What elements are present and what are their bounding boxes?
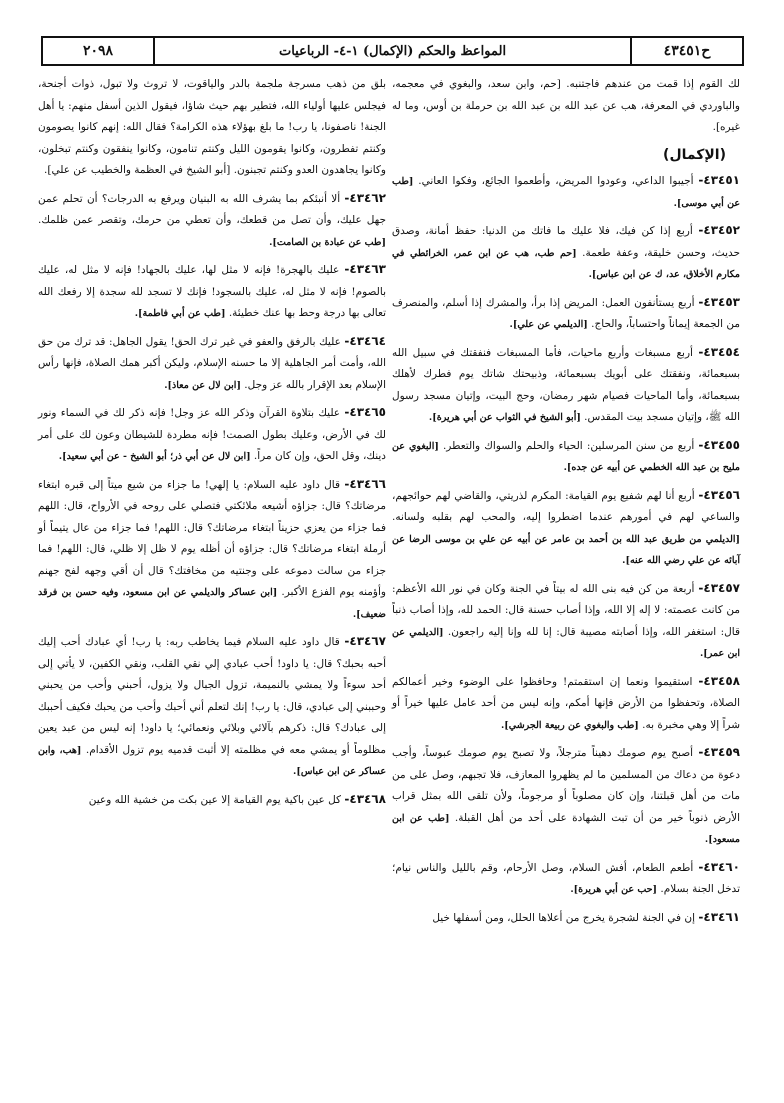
- hadith-text: عليك بالهجرة! فإنه لا مثل لها، عليك بالجهاد! فإنه لا مثل له، عليك بالصوم! فإنه لا مثل له، عليك بالسجود! فإنك لا تسجد لله سجدة إلا رفعك الله تعالى بها درجة وحط بها عنك خطيئة.: [38, 264, 386, 319]
- hadith-text: أجيبوا الداعي، وعودوا المريض، وأطعموا الجائع، وفكوا العاني.: [413, 175, 699, 187]
- hadith-number: ٤٣٤٦٧-: [344, 634, 386, 648]
- hadith-text: عليك بتلاوة القرآن وذكر الله عز وجل! فإنه ذكر لك في السماء ونور لك في الأرض، وعليك بطول الصمت! فإنه مطردة للشيطان وعون لك على أمر دينك، وقل الحق، وإن كان مراً.: [38, 407, 386, 462]
- hadith-number: ٤٣٤٦١-: [698, 909, 740, 924]
- hadith-entry: [392, 435, 740, 479]
- hadith-number: ٤٣٤٦٣-: [344, 262, 386, 276]
- section-title: (الإكمال): [663, 146, 726, 163]
- hadith-entry: [38, 631, 386, 783]
- hadith-number: ٤٣٤٦٢-: [344, 190, 386, 205]
- hadith-text: قال داود عليه السلام: يا إلهي! ما جزاء من شيع ميتاً إلى قبره ابتغاء مرضاتك؟ قال: جزاؤه أشيعه ملائكتي فتصلي على روحه في الأرواح، قال: اللهم فما جزاء من يعزي حزيناً ابتغاء مرضاتك؟ قال: اللهم! فما جزاء من عال يتيماً أو أرملة ابتغاء مرضاتك؟ قال: جزاؤه أن أظله يوم لا ظل إلا ظلي، قال: اللهم! فما جزاء من سالت دموعه على وجنتيه من مخافتك؟ قال أن أقي وجهه لفح جهنم وأؤمنه يوم الفزع الأكبر.: [38, 478, 386, 598]
- hadith-entry: [38, 474, 386, 626]
- hadith-number: ٤٣٤٥٧-: [698, 580, 740, 595]
- running-title: المواعظ والحكم (الإكمال) ١-٤- الرباعيات: [278, 43, 507, 59]
- hadith-entry: [392, 907, 740, 930]
- hadith-source: [طب عن أبي موسى].: [392, 176, 740, 209]
- hadith-text: أربعة من كن فيه بنى الله له بيتاً في الجنة وكان في نور الله الأعظم: من كانت عصمته: لا إله إلا الله، وإذا أصاب حسنة قال: الحمد لله، وإذا أصاب ذنباً قال: استغفر الله، وإذا أصابته مصيبة قال: إنا لله وإنا إليه راجعون.: [392, 582, 740, 638]
- hadith-text: ألا أنبئكم بما يشرف الله به البنيان ويرفع به الدرجات؟ أن تحلم عمن جهل عليك، وأن تصل من قطعك، وأن تعطي من حرمك، وتقصر عمن ظلمك.: [38, 192, 386, 226]
- right-column: [392, 74, 740, 935]
- continued-text: لك القوم إذا قمت من عندهم فاجتنبه. [حم، وابن سعد، والبغوي في معجمه، والباوردي في المعرفة، هب عن عبد الله بن عبد الله بن حرملة بن أوس، وما له غيره].: [392, 78, 740, 133]
- page-header: [41, 36, 744, 66]
- hadith-entry: [392, 578, 740, 665]
- hadith-source: [الديلمي من طريق عبد الله بن أحمد بن عامر عن أبيه عن علي بن موسى الرضا عن آبائه عن علي رضي الله عنه].: [392, 533, 740, 566]
- hadith-text: أربع يستأنفون العمل: المريض إذا برأ، والمشرك إذا أسلم، والمنصرف من الجمعة إيماناً واحتساباً، والحاج.: [392, 296, 740, 330]
- hadith-number: ٤٣٤٥٢-: [698, 223, 740, 237]
- hadith-entry: [392, 857, 740, 901]
- hadith-number: ٤٣٤٦٥-: [344, 405, 386, 419]
- hadith-number: ٤٣٤٥١-: [698, 173, 740, 187]
- hadith-text: عليك بالرفق والعفو في غير ترك الحق! يقول الجاهل: قد ترك من حق الله، وأمت أمر الجاهلية إلا ما حسنه الإسلام، وليكن أكبر همك الصلاة، فإنها رأس الإسلام بعد الإقرار بالله عز وجل.: [38, 335, 386, 391]
- hadith-source: [الديلمي عن علي].: [509, 319, 588, 330]
- hadith-number: ٤٣٤٥٥-: [698, 437, 740, 452]
- hadith-text: أربع أنا لهم شفيع يوم القيامة: المكرم لذريتي، والقاضي لهم حوائجهم، والساعي لهم في أمورهم عندما اضطروا إليه، والمحب لهم بقلبه ولسانه.: [392, 489, 740, 523]
- hadith-entry: [392, 671, 740, 737]
- hadith-source: [حب عن أبي هريرة].: [570, 884, 658, 895]
- entries-list: [392, 170, 740, 929]
- hadith-entry: [392, 170, 740, 214]
- hadith-source: [حم طب، هب عن ابن عمر، الخرائطي في مكارم الأخلاق، عد، ك عن ابن عباس].: [392, 247, 740, 280]
- hadith-source: [ابن لال عن معاذ].: [164, 379, 241, 391]
- hadith-source: [ابن عساكر والديلمي عن ابن مسعود، وفيه حسن بن فرقد ضعيف].: [38, 587, 386, 620]
- hadith-entry: [38, 402, 386, 468]
- hadith-entry: [392, 220, 740, 286]
- entries-list: [38, 188, 386, 812]
- hadith-number: ٤٣٤٦٨-: [344, 791, 386, 806]
- continued-text: بلق من ذهب مسرجة ملجمة بالدر والياقوت، لا تروث ولا تبول، ذوات أجنحة، فيجلس عليها أولياء الله، فتطير بهم حيث شاؤا، فيقول الذين أسفل منهم: يا أهل الجنة! ناصفونا، يا رب! ما بلغ بهؤلاء هذه الكرامة؟ فقال الله: إنهم كانوا يصومون وكنتم تفطرون، وكانوا يقومون الليل وكنتم تنامون، وكانوا ينفقون وكنتم تبخلون، وكانوا يجاهدون العدو وكنتم تجبنون. [أبو الشيخ في العظمة والخطيب عن علي].: [38, 78, 386, 176]
- hadith-text: أطعم الطعام، أفش السلام، وصل الأرحام، وقم بالليل والناس نيام؛ تدخل الجنة بسلام.: [392, 861, 740, 895]
- hadith-source: [هب، وابن عساكر عن ابن عباس].: [38, 744, 386, 777]
- hadith-text: استقيموا ونعما إن استقمتم! وحافظوا على الوضوء وخير أعمالكم الصلاة، وتحفظوا من الأرض فإنها أمكم، وإنه ليس من أحد عامل عليها خيراً أو شراً إلا وهي مخبرة به.: [392, 675, 740, 731]
- hadith-entry: [38, 188, 386, 254]
- left-column: [38, 74, 386, 817]
- hadith-number: ٤٣٤٥٩-: [698, 745, 740, 759]
- hadith-text: كل عين باكية يوم القيامة إلا عين بكت من خشية الله وعين: [88, 793, 345, 806]
- hadith-number: ٤٣٤٥٦-: [698, 487, 740, 502]
- hadith-source: [طب عن أبي فاطمة].: [134, 308, 226, 319]
- hadith-number: ٤٣٤٥٣-: [698, 294, 740, 309]
- hadith-source: [طب والبغوي عن ربيعة الجرشي].: [500, 719, 639, 731]
- hadith-number: ٤٣٤٦٦-: [344, 476, 386, 491]
- page-number: ٢٠٩٨: [43, 38, 155, 64]
- hadith-text: قال داود عليه السلام فيما يخاطب ربه: يا رب! أي عبادك أحب إليك أحبه بحبك؟ قال: يا داود! أحب عبادي إلي نقي القلب، ونقي الكفين، لا يأتي إلى أحد سوءاً ولا يمشي بالنميمة، تزول الجبال ولا يزول، أحبني وأحب من يحبني وحببني إلى عبادي، قال: يا رب! إنك لتعلم أني أحبك وأحب من يحبك فكيف أحببك إلى عبادك؟ قال: ذكرهم بآلائي وبلائي ونعمائي؛ يا داود! إنه ليس من عبد يعين مظلوماً أو يمشي معه في مظلمته إلا أثبت قدميه يوم تزول الأقدام.: [38, 636, 387, 756]
- hadith-number: ٤٣٤٥٤-: [698, 344, 740, 359]
- hadith-text: أربع من سنن المرسلين: الحياء والحلم والسواك والتعطر.: [438, 439, 699, 452]
- hadith-text: أصبح يوم صومك دهيناً مترجلاً، ولا تصبح يوم صومك عبوساً، وأجب دعوة من دعاك من المسلمين ما لم يظهروا المعازف، فلا تجبهم، وصل على من مات من أهل قبلتنا، وإن كان مصلوباً أو مرجوماً، ولأن تلقى الله بمثل قراب الأرض ذنوباً خير من أن تبت الشهادة على أحد من أهل القبلة.: [392, 747, 740, 824]
- hadith-text: إن في الجنة لشجرة يخرج من أعلاها الحلل، ومن أسفلها خيل: [432, 911, 699, 924]
- hadith-text: أربع إذا كن فيك، فلا عليك ما فاتك من الدنيا: حفظ أمانة، وصدق حديث، وحسن خليقة، وعفة طعمة.: [392, 225, 740, 259]
- hadith-source: [أبو الشيخ في الثواب عن أبي هريرة].: [428, 412, 581, 423]
- hadith-source: [الديلمي عن ابن عمر].: [392, 626, 740, 659]
- hadith-source: [طب عن عبادة بن الصامت].: [269, 236, 386, 248]
- hadith-source: [طب عن ابن مسعود].: [392, 812, 740, 845]
- hadith-entry: [392, 292, 740, 336]
- hadith-number: ٤٣٤٦٤-: [344, 333, 386, 348]
- hadith-number: ٤٣٤٦٠-: [698, 859, 740, 874]
- hadith-entry: [392, 742, 740, 851]
- hadith-entry: [392, 342, 740, 429]
- hadith-entry: [38, 331, 386, 397]
- hadith-entry: [392, 485, 740, 572]
- hadith-entry: [38, 789, 386, 812]
- hadith-text: أربع مسبغات وأربع ماحيات، فأما المسبغات فنفقتك في سبيل الله بسبعمائة، ونفقتك على أبويك بسبعمائة، وذبيحتك شاتك يوم فطرك لأهلك بسبعمائة، وأما الماحيات فصيام شهر رمضان، وحج البيت، وإتيان مسجد رسول الله ﷺ، وإتيان مسجد بيت المقدس.: [392, 346, 740, 423]
- hadith-range: ح٤٣٤٥١: [630, 38, 742, 64]
- hadith-source: [البغوي عن مليح بن عبد الله الخطمي عن أبيه عن جده].: [392, 440, 740, 473]
- hadith-source: [ابن لال عن أبي ذر؛ أبو الشيخ - عن أبي سعيد].: [58, 451, 251, 462]
- hadith-number: ٤٣٤٥٨-: [698, 673, 740, 688]
- hadith-entry: [38, 259, 386, 325]
